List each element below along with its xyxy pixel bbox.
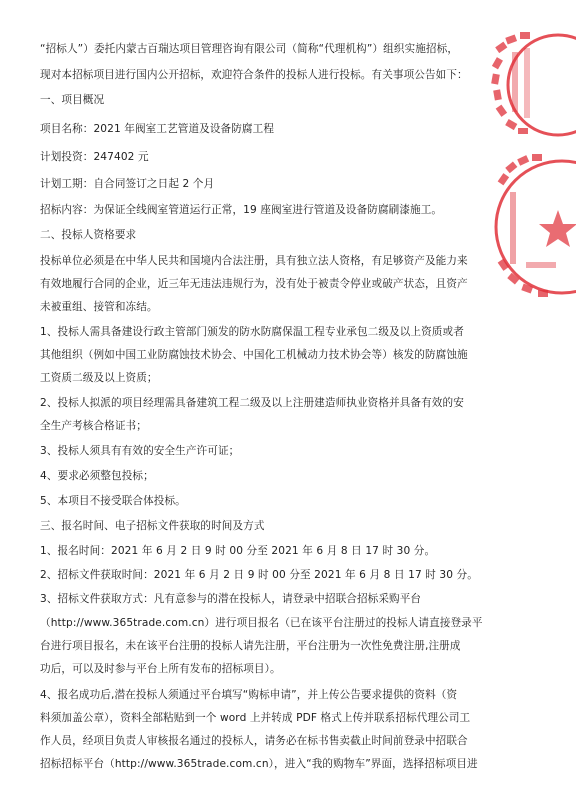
text-line: 2、投标人拟派的项目经理需具备建筑工程二级及以上注册建造师执业资格并具备有效的安	[40, 397, 464, 409]
text-line: 1、投标人需具备建设行政主管部门颁发的防水防腐保温工程专业承包二级及以上资质或者	[40, 326, 464, 338]
section-heading: 一、项目概况	[40, 94, 105, 106]
section-heading: 二、投标人资格要求	[40, 229, 137, 241]
text-line: 现对本招标项目进行国内公开招标，欢迎符合条件的投标人进行投标。有关事项公告如下：	[40, 69, 468, 81]
text-line: 计划投资：247402 元	[40, 151, 149, 163]
text-line: “招标人”）委托内蒙古百瑞达项目管理咨询有限公司（简称“代理机构”）组织实施招标，	[40, 43, 459, 55]
text-line: 3、投标人须具有有效的安全生产许可证；	[40, 445, 240, 457]
text-line: 项目名称：2021 年阀室工艺管道及设备防腐工程	[40, 123, 275, 135]
text-line: 5、本项目不接受联合体投标。	[40, 495, 186, 507]
text-line: 招标内容：为保证全线阀室管道运行正常，19 座阀室进行管道及设备防腐刷漆施工。	[40, 204, 443, 216]
text-line: 招标招标平台（http://www.365trade.com.cn），进入“我的购物车”界面，选择招标项目进	[40, 758, 478, 770]
text-line: 功后，可以及时参与平台上所有发布的招标项目）。	[40, 663, 281, 675]
text-line: 工资质二级及以上资质；	[40, 372, 158, 384]
text-line: 1、报名时间：2021 年 6 月 2 日 9 时 00 分至 2021 年 6 月 8 日 17 时 30 分。	[40, 545, 436, 557]
text-line: 料须加盖公章），资料全部粘贴到一个 word 上并转成 PDF 格式上传并联系招标代理公司工	[40, 712, 471, 724]
text-line: 2、招标文件获取时间：2021 年 6 月 2 日 9 时 00 分至 2021 年 6 月 8 日 17 时 30 分。	[40, 569, 478, 581]
company-seal-icon	[486, 152, 576, 302]
text-line: 其他组织（例如中国工业防腐蚀技术协会、中国化工机械动力技术协会等）核发的防腐蚀施	[40, 349, 468, 361]
text-line: 作人员，经项目负责人审核报名通过的投标人，请务必在标书售卖截止时间前登录中招联合	[40, 735, 468, 747]
text-line: 4、报名成功后,潜在投标人须通过平台填写“购标申请”，并上传公告要求提供的资料（资	[40, 689, 458, 701]
text-line: 全生产考核合格证书；	[40, 420, 147, 432]
text-line: 有效地履行合同的企业，近三年无违法违规行为，没有处于被责令停业或破产状态，且资产	[40, 278, 468, 290]
text-line: 4、要求必须整包投标；	[40, 470, 154, 482]
text-line: 投标单位必须是在中华人民共和国境内合法注册，具有独立法人资格，有足够资产及能力来	[40, 255, 468, 267]
seal-stamp-icon	[488, 30, 576, 140]
text-line: 3、招标文件获取方式：凡有意参与的潜在投标人，请登录中招联合招标采购平台	[40, 593, 422, 605]
text-line: 未被重组、接管和冻结。	[40, 301, 158, 313]
text-line: 计划工期：自合同签订之日起 2 个月	[40, 178, 215, 190]
text-line: 台进行项目报名，未在该平台注册的投标人请先注册，平台注册为一次性免费注册,注册成	[40, 640, 461, 652]
text-line: （http://www.365trade.com.cn）进行项目报名（已在该平台注册过的投标人请直接登录平	[40, 617, 483, 629]
section-heading: 三、报名时间、电子招标文件获取的时间及方式	[40, 520, 265, 532]
